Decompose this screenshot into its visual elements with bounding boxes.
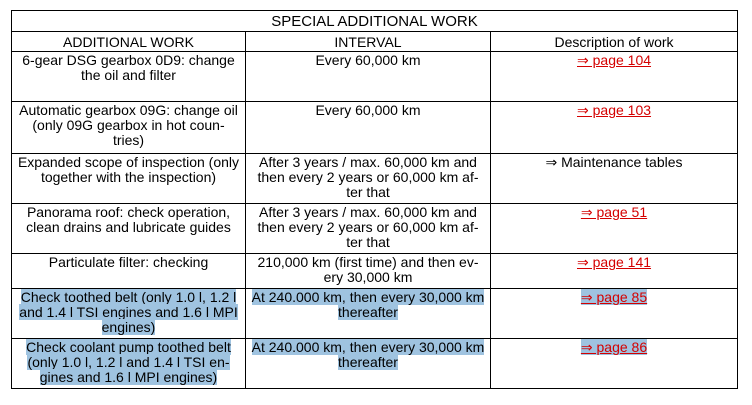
description-cell	[491, 339, 738, 389]
table-row	[12, 154, 738, 204]
header-additional-work: ADDITIONAL WORK	[12, 32, 246, 52]
work-cell: Particulate filter: checking	[12, 254, 246, 289]
description-cell	[491, 102, 738, 154]
work-cell: Panorama roof: check operation, clean drains and lubricate guides	[12, 204, 246, 254]
interval-cell	[246, 289, 491, 339]
interval-cell: Every 60,000 km	[246, 52, 491, 102]
table-title-row	[12, 11, 738, 32]
interval-cell: After 3 years / max. 60,000 km and then every 2 years or 60,000 km af- ter that	[246, 204, 491, 254]
interval-cell	[246, 339, 491, 389]
page-link[interactable]: ⇒ page 51	[580, 204, 648, 220]
table-row	[12, 52, 738, 102]
description-cell	[491, 204, 738, 254]
selected-text: At 240.000 km, then every 30,000 km thereafter	[251, 289, 485, 320]
description-cell	[491, 154, 738, 204]
page-link[interactable]: ⇒ page 104	[577, 52, 652, 68]
page-link[interactable]: ⇒ page 141	[577, 254, 652, 270]
selected-text: Check toothed belt (only 1.0 l, 1.2 l and 1.4 l TSI engines and 1.6 l MPI engines)	[19, 289, 238, 335]
page-link[interactable]: ⇒ page 86	[580, 339, 648, 355]
table-row-highlighted	[12, 289, 738, 339]
selected-text: At 240.000 km, then every 30,000 km thereafter	[251, 339, 485, 370]
interval-cell: 210,000 km (first time) and then ev- ery 30,000 km	[246, 254, 491, 289]
work-cell: Automatic gearbox 09G: change oil (only 09G gearbox in hot coun- tries)	[12, 102, 246, 154]
table-row-highlighted	[12, 339, 738, 389]
special-work-table	[11, 10, 738, 389]
work-cell: Expanded scope of inspection (only together with the inspection)	[12, 154, 246, 204]
work-cell	[12, 289, 246, 339]
interval-cell: Every 60,000 km	[246, 102, 491, 154]
table-row	[12, 254, 738, 289]
interval-cell: After 3 years / max. 60,000 km and then every 2 years or 60,000 km af- ter that	[246, 154, 491, 204]
description-cell	[491, 289, 738, 339]
maintenance-tables-ref: ⇒ Maintenance tables	[545, 154, 683, 170]
page-link[interactable]: ⇒ page 85	[580, 289, 648, 305]
header-row	[12, 32, 738, 52]
maintenance-document	[11, 10, 737, 389]
header-interval: INTERVAL	[246, 32, 491, 52]
table-row	[12, 204, 738, 254]
description-cell	[491, 254, 738, 289]
table-title: SPECIAL ADDITIONAL WORK	[12, 11, 738, 32]
description-cell	[491, 52, 738, 102]
header-description: Description of work	[491, 32, 738, 52]
page-link[interactable]: ⇒ page 103	[577, 102, 652, 118]
selected-text: Check coolant pump toothed belt (only 1.0 l, 1.2 l and 1.4 l TSI en- gines and 1.6 l MPI engines)	[26, 339, 231, 385]
table-row	[12, 102, 738, 154]
work-cell	[12, 339, 246, 389]
work-cell: 6-gear DSG gearbox 0D9: change the oil and filter	[12, 52, 246, 102]
